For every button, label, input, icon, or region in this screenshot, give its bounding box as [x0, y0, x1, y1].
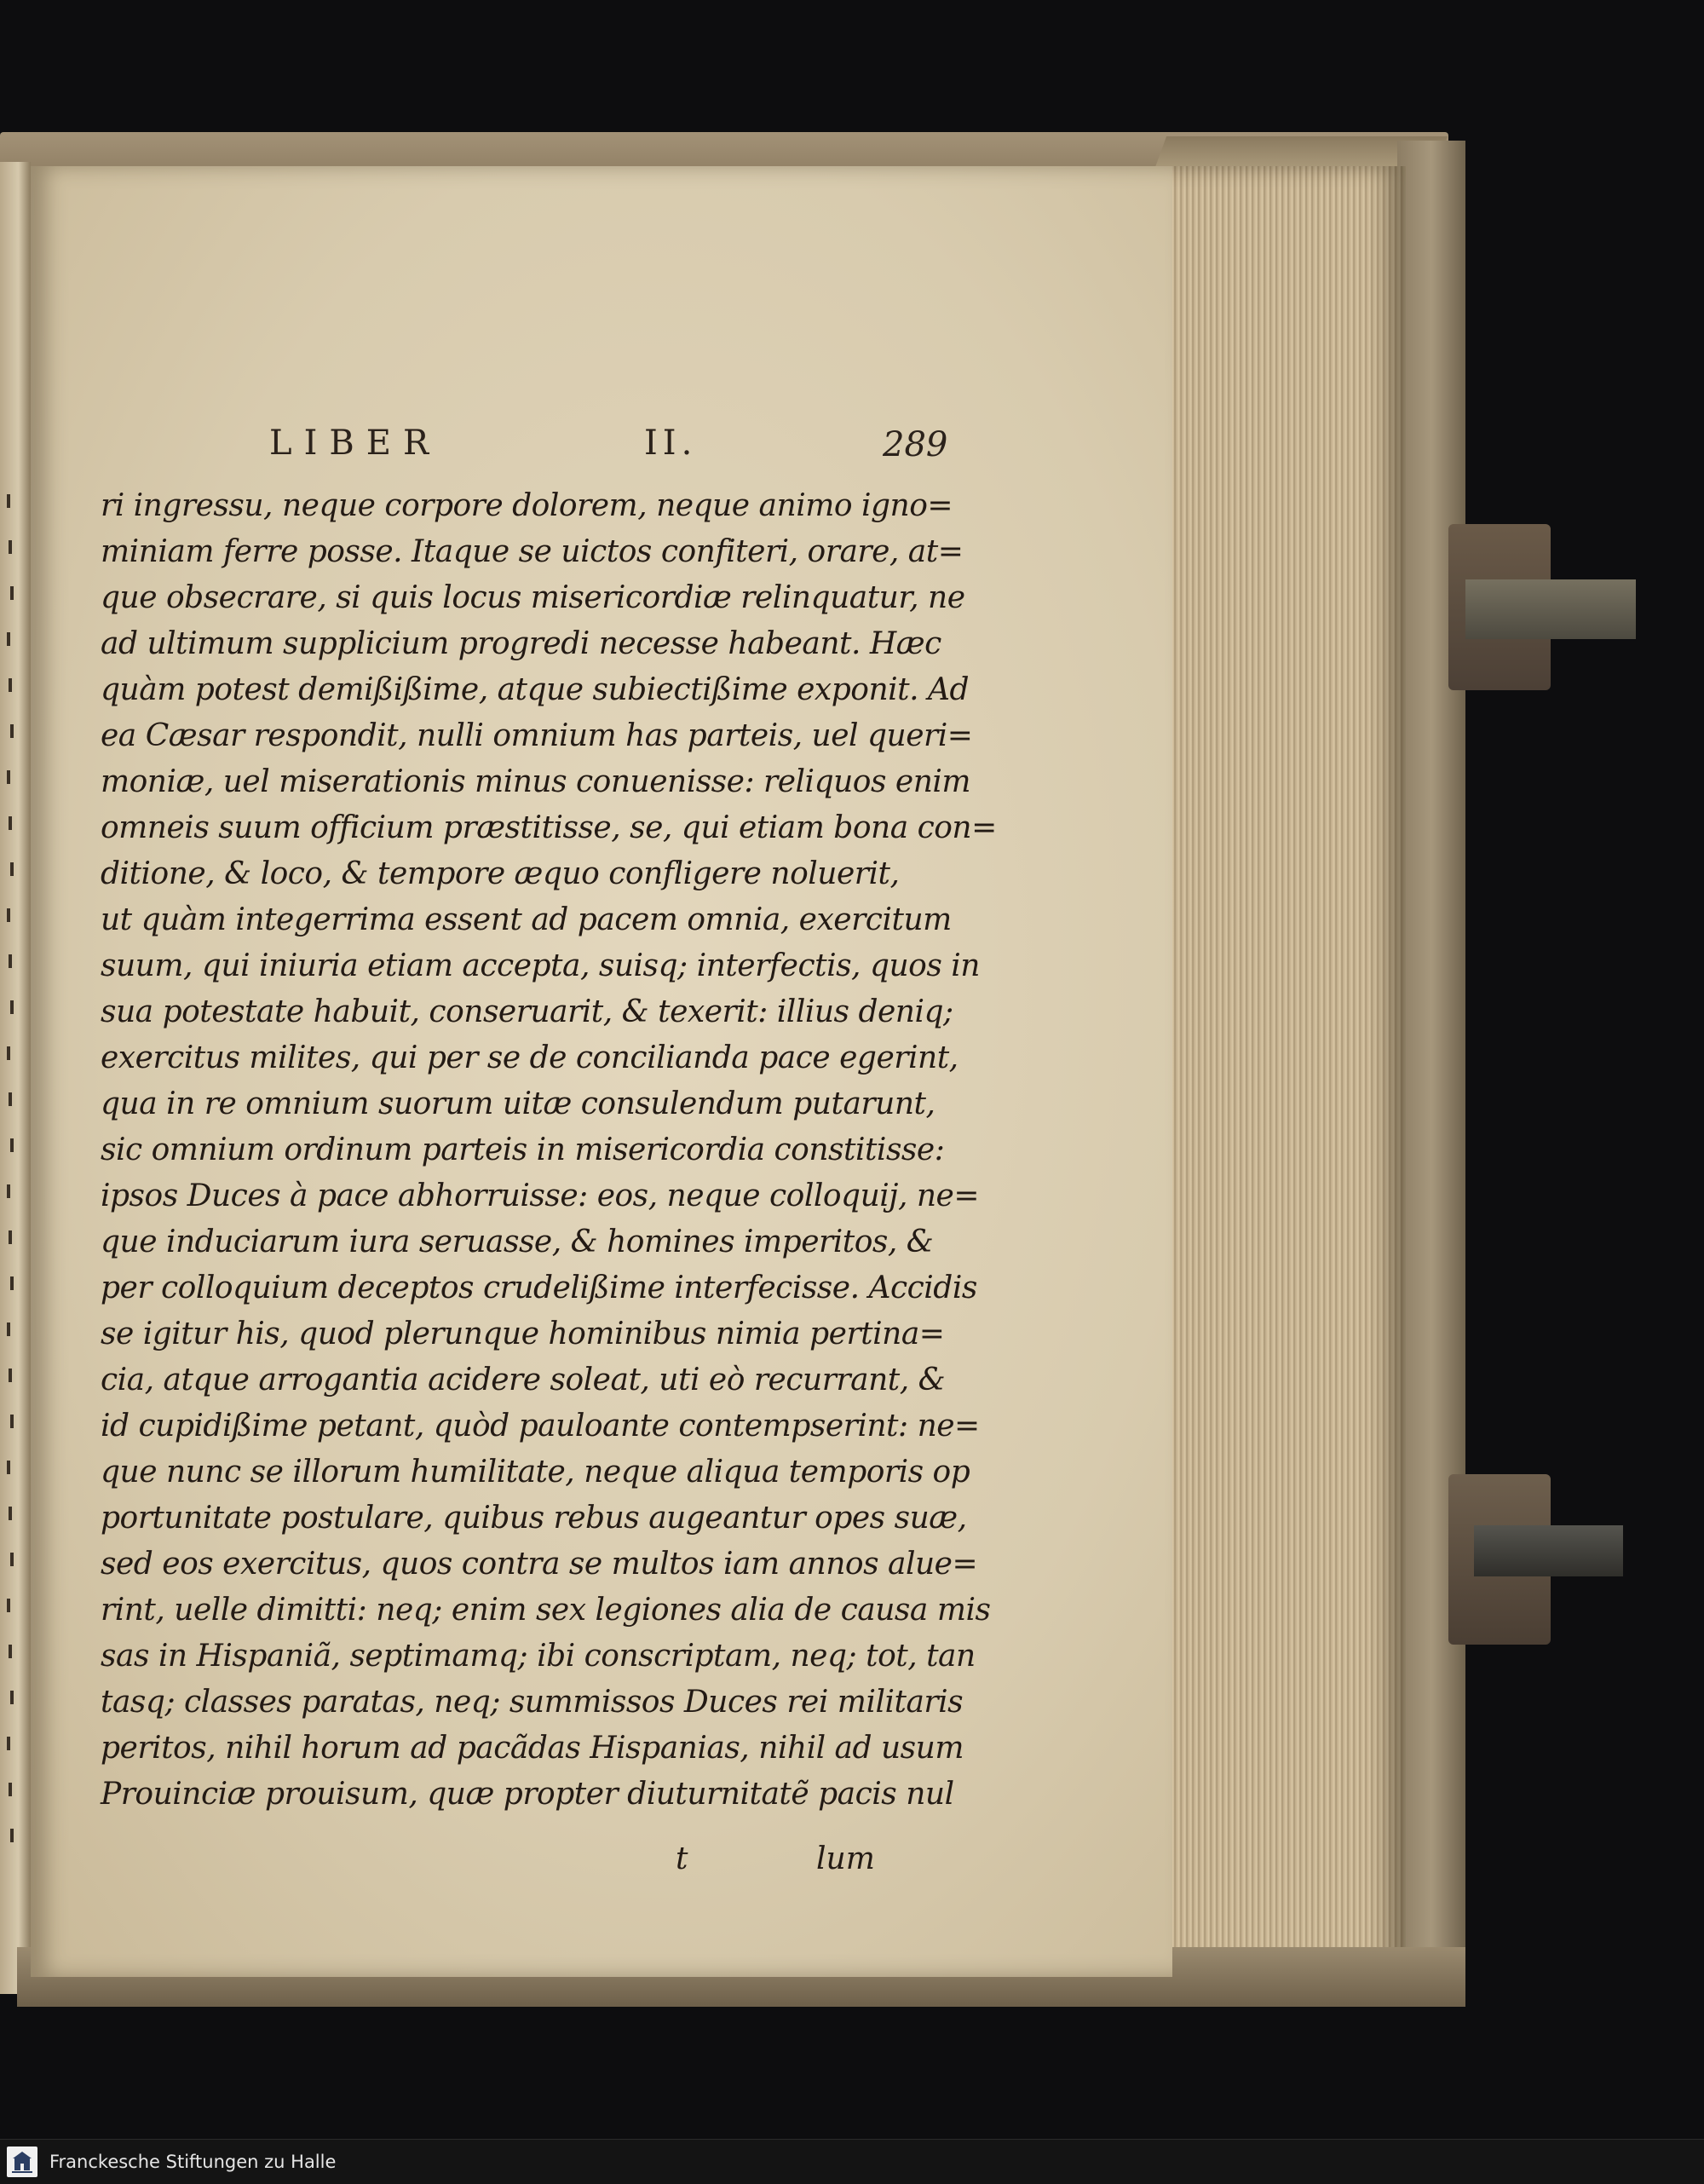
running-head-title: LIBER — [269, 424, 441, 463]
left-page-glyph-fragment — [9, 1783, 12, 1796]
left-page-glyph-fragment — [9, 1369, 12, 1382]
text-line: portunitate postulare, quibus rebus augeantur opes suæ, — [101, 1501, 967, 1536]
text-line: miniam ferre posse. Itaque se uictos confiteri, orare, at= — [101, 534, 964, 569]
left-page-glyph-fragment — [7, 1184, 10, 1198]
text-line: suum, qui iniuria etiam accepta, suisq; interfectis, quos in — [101, 948, 980, 983]
text-line: ipsos Duces à pace abhorruisse: eos, neque colloquij, ne= — [101, 1178, 979, 1213]
left-page-glyph-fragment — [10, 1000, 14, 1014]
left-page-glyph-fragment — [10, 1138, 14, 1152]
text-line: per colloquium deceptos crudelißime interfecisse. Accidis — [101, 1271, 977, 1305]
left-page-glyph-fragment — [7, 770, 10, 784]
left-page-glyph-fragment — [7, 908, 10, 922]
text-line: sas in Hispaniã, septimamq; ibi conscriptam, neq; tot, tan — [101, 1639, 976, 1674]
left-page-glyph-fragment — [7, 1737, 10, 1750]
running-head-book: II. — [644, 424, 698, 463]
left-page-glyph-fragment — [7, 494, 10, 508]
text-line: exercitus milites, qui per se de concilianda pace egerint, — [101, 1040, 958, 1075]
institution-logo-icon — [7, 2147, 37, 2177]
footer-bar — [0, 2139, 1704, 2184]
text-line: se igitur his, quod plerunque hominibus nimia pertina= — [101, 1317, 945, 1351]
text-line: ri ingressu, neque corpore dolorem, neque animo igno= — [101, 488, 953, 523]
recto-page — [31, 166, 1172, 1977]
left-page-glyph-fragment — [9, 816, 12, 830]
left-page-glyph-fragment — [7, 1323, 10, 1336]
left-page-glyph-fragment — [9, 1645, 12, 1658]
running-head — [269, 424, 1036, 475]
left-page-glyph-fragment — [7, 632, 10, 646]
left-page-glyph-fragment — [9, 954, 12, 968]
left-page-glyph-fragment — [10, 1553, 14, 1566]
left-page-glyph-fragment — [9, 678, 12, 692]
signature-mark: t — [676, 1841, 688, 1876]
institution-name: Franckesche Stiftungen zu Halle — [49, 2152, 337, 2172]
upper-clasp-bar — [1465, 579, 1636, 639]
text-line: ad ultimum supplicium progredi necesse habeant. Hæc — [101, 626, 941, 661]
text-line: sua potestate habuit, conseruarit, & texerit: illius deniq; — [101, 994, 953, 1029]
left-page-glyph-fragment — [10, 1415, 14, 1428]
catchword: lum — [816, 1841, 875, 1876]
text-line: peritos, nihil horum ad pacãdas Hispanias, nihil ad usum — [101, 1731, 964, 1766]
text-line: que obsecrare, si quis locus misericordiæ relinquatur, ne — [101, 580, 965, 615]
text-line: moniæ, uel miserationis minus conuenisse: reliquos enim — [101, 764, 971, 799]
text-line: rint, uelle dimitti: neq; enim sex legiones alia de causa mis — [101, 1593, 991, 1628]
left-page-glyph-fragment — [10, 724, 14, 738]
lower-clasp-bar — [1474, 1525, 1623, 1576]
left-page-glyph-fragment — [9, 1230, 12, 1244]
left-page-glyph-fragment — [10, 586, 14, 600]
text-line: qua in re omnium suorum uitæ consulendum putarunt, — [101, 1086, 935, 1121]
text-line: que nunc se illorum humilitate, neque aliqua temporis op — [101, 1455, 970, 1490]
left-page-glyph-fragment — [9, 1092, 12, 1106]
building-icon — [7, 2147, 37, 2177]
left-page-glyph-fragment — [9, 540, 12, 554]
text-line: id cupidißime petant, quòd pauloante contempserint: ne= — [101, 1409, 980, 1444]
text-line: que induciarum iura seruasse, & homines imperitos, & — [101, 1225, 934, 1259]
text-line: ea Cæsar respondit, nulli omnium has parteis, uel queri= — [101, 718, 973, 753]
page-fore-edge — [1159, 166, 1406, 1981]
text-line: tasq; classes paratas, neq; summissos Duces rei militaris — [101, 1685, 964, 1720]
left-page-text-fragments — [7, 494, 19, 1858]
page-number: 289 — [883, 425, 948, 464]
left-page-glyph-fragment — [10, 1829, 14, 1842]
catchword-line — [101, 1841, 884, 1887]
left-page-glyph-fragment — [7, 1599, 10, 1612]
text-line: ditione, & loco, & tempore æquo confligere noluerit, — [101, 856, 900, 891]
back-board — [1397, 141, 1465, 1990]
left-page-edge — [0, 162, 31, 1994]
left-page-glyph-fragment — [7, 1461, 10, 1474]
text-line: omneis suum officium præstitisse, se, qui etiam bona con= — [101, 810, 997, 845]
body-text — [101, 483, 997, 1818]
text-line: quàm potest demißißime, atque subiectißime exponit. Ad — [101, 672, 970, 707]
text-line: sic omnium ordinum parteis in misericordia constitisse: — [101, 1132, 945, 1167]
text-line: sed eos exercitus, quos contra se multos iam annos alue= — [101, 1547, 978, 1582]
text-line: cia, atque arrogantia acidere soleat, uti eò recurrant, & — [101, 1363, 946, 1397]
left-page-glyph-fragment — [10, 1691, 14, 1704]
left-page-glyph-fragment — [10, 862, 14, 876]
text-line: ut quàm integerrima essent ad pacem omnia, exercitum — [101, 902, 952, 937]
left-page-glyph-fragment — [9, 1507, 12, 1520]
text-line: Prouinciæ prouisum, quæ propter diuturnitatẽ pacis nul — [101, 1777, 954, 1812]
left-page-glyph-fragment — [10, 1276, 14, 1290]
left-page-glyph-fragment — [7, 1046, 10, 1060]
